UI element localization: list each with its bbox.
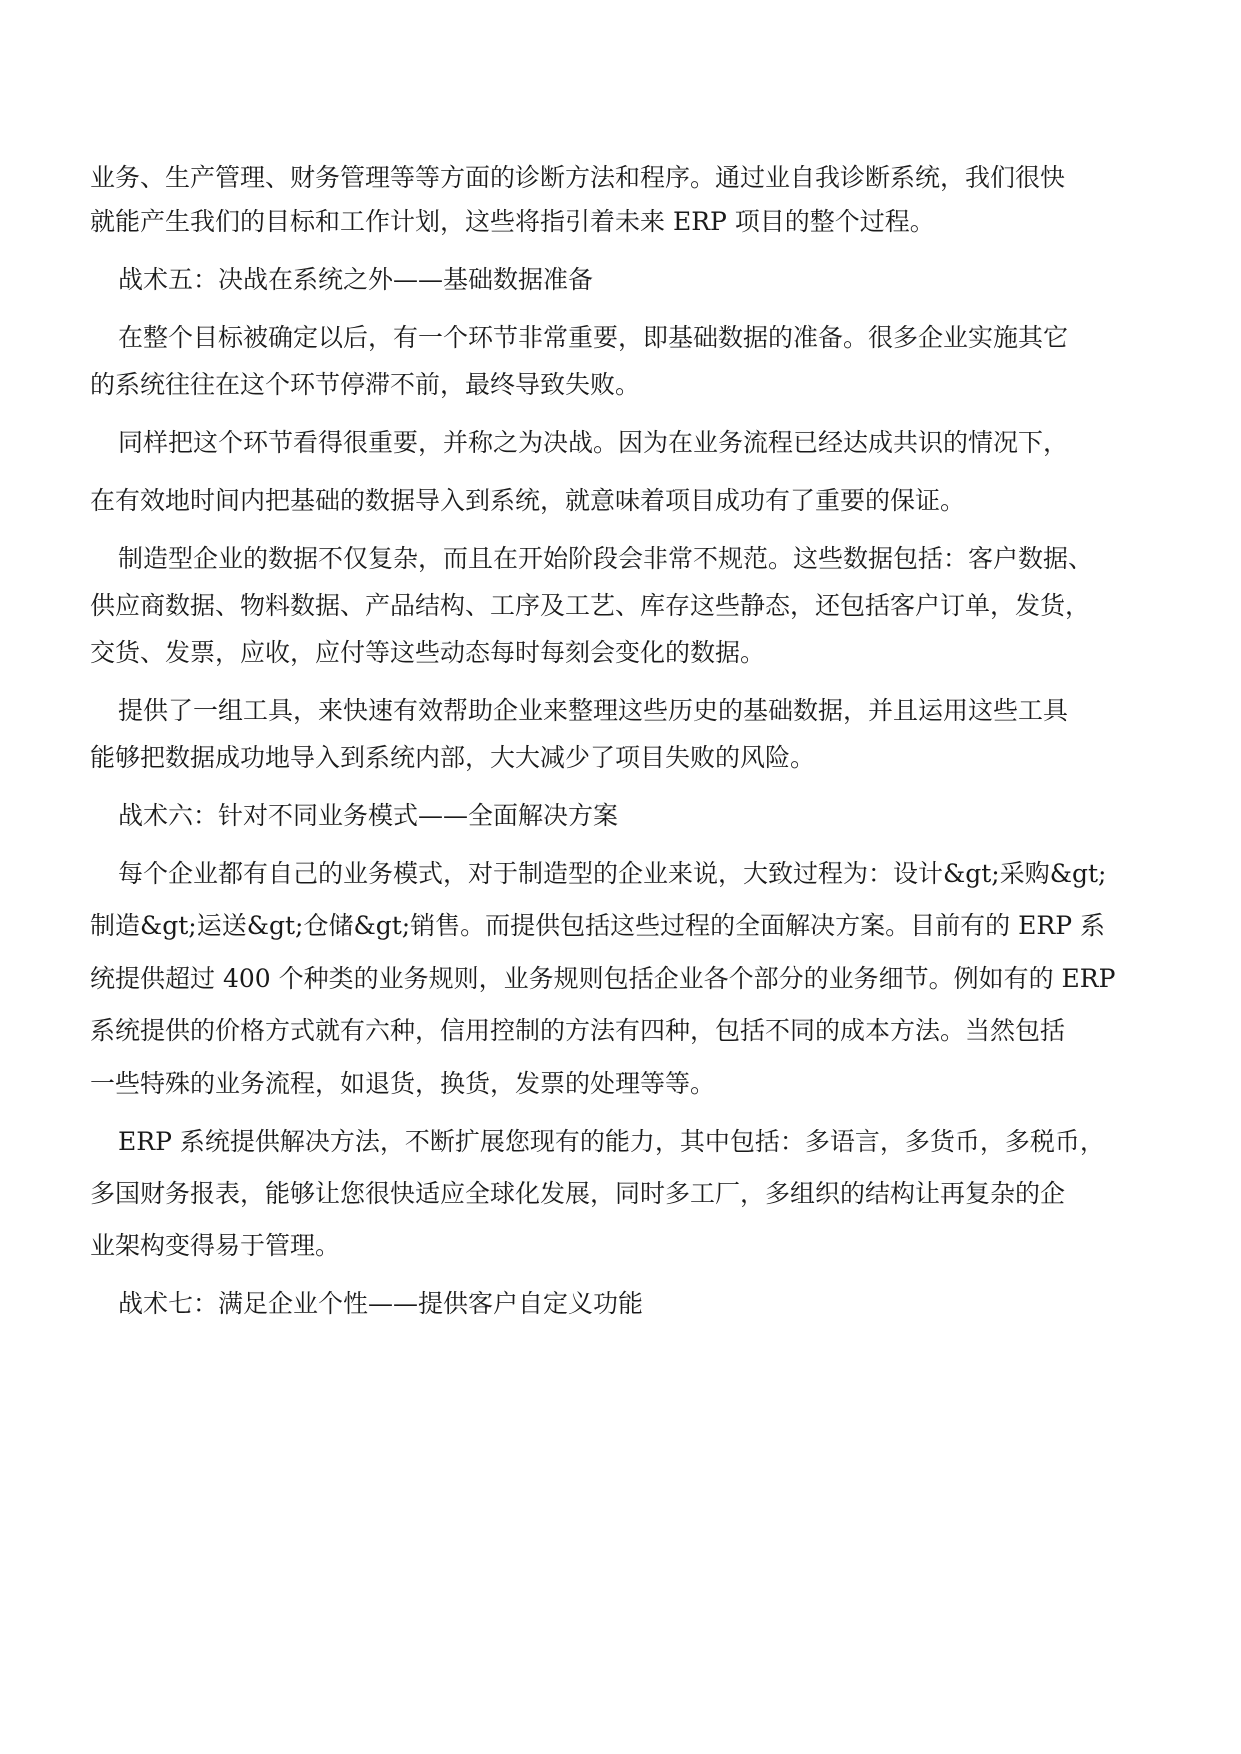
text-line-20: 多国财务报表，能够让您很快适应全球化发展，同时多工厂，多组织的结构让再复杂的企 [90, 1179, 1066, 1208]
text-line-12: 能够把数据成功地导入到系统内部，大大减少了项目失败的风险。 [90, 743, 816, 772]
text-line-2: 就能产生我们的目标和工作计划，这些将指引着未来 ERP 项目的整个过程。 [90, 207, 935, 236]
text-line-16: 统提供超过 400 个种类的业务规则，业务规则包括企业各个部分的业务细节。例如有的 ERP [90, 964, 1116, 993]
text-line-10: 交货、发票，应收，应付等这些动态每时每刻会变化的数据。 [90, 638, 766, 667]
section-heading-tactic-6: 战术六：针对不同业务模式——全面解决方案 [118, 801, 619, 830]
text-line-5: 的系统往往在这个环节停滞不前，最终导致失败。 [90, 370, 641, 399]
text-line-15: 制造&gt;运送&gt;仓储&gt;销售。而提供包括这些过程的全面解决方案。目前有的 ERP 系 [90, 911, 1105, 940]
text-line-11: 提供了一组工具，来快速有效帮助企业来整理这些历史的基础数据，并且运用这些工具 [118, 696, 1069, 725]
text-line-19: ERP 系统提供解决方法，不断扩展您现有的能力，其中包括：多语言，多货币，多税币， [118, 1127, 1105, 1156]
text-line-4: 在整个目标被确定以后，有一个环节非常重要，即基础数据的准备。很多企业实施其它 [118, 323, 1069, 352]
text-line-9: 供应商数据、物料数据、产品结构、工序及工艺、库存这些静态，还包括客户订单，发货， [90, 591, 1091, 620]
section-heading-tactic-7: 战术七：满足企业个性——提供客户自定义功能 [118, 1289, 644, 1318]
text-line-1: 业务、生产管理、财务管理等等方面的诊断方法和程序。通过业自我诊断系统，我们很快 [90, 163, 1066, 192]
text-line-14: 每个企业都有自己的业务模式，对于制造型的企业来说，大致过程为：设计&gt;采购&gt; [118, 859, 1107, 888]
text-line-21: 业架构变得易于管理。 [90, 1231, 341, 1260]
text-line-18: 一些特殊的业务流程，如退货，换货，发票的处理等等。 [90, 1069, 716, 1098]
text-line-7: 在有效地时间内把基础的数据导入到系统，就意味着项目成功有了重要的保证。 [90, 486, 966, 515]
section-heading-tactic-5: 战术五：决战在系统之外——基础数据准备 [118, 265, 594, 294]
text-line-17: 系统提供的价格方式就有六种，信用控制的方法有四种，包括不同的成本方法。当然包括 [90, 1016, 1066, 1045]
text-line-6: 同样把这个环节看得很重要，并称之为决战。因为在业务流程已经达成共识的情况下， [118, 428, 1069, 457]
text-line-8: 制造型企业的数据不仅复杂，而且在开始阶段会非常不规范。这些数据包括：客户数据、 [118, 544, 1094, 573]
